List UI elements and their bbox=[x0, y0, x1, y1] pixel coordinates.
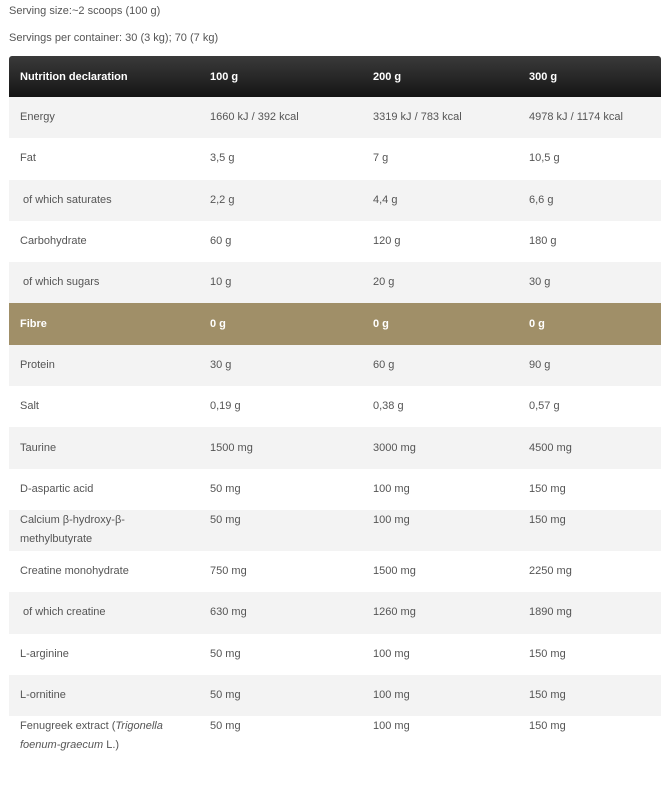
value-200g: 0 g bbox=[373, 317, 389, 330]
table-row bbox=[9, 675, 661, 716]
value-200g: 7 g bbox=[373, 152, 389, 165]
table-header-row bbox=[9, 56, 661, 97]
servings-per-container-text: Servings per container: 30 (3 kg); 70 (7 kg) bbox=[9, 32, 219, 44]
table-row bbox=[9, 592, 661, 633]
table-row bbox=[9, 427, 661, 468]
nutrition-table bbox=[9, 56, 661, 757]
header-nutrition-declaration: Nutrition declaration bbox=[20, 70, 128, 83]
row-label: L-arginine bbox=[20, 647, 69, 660]
value-100g: 10 g bbox=[210, 276, 232, 289]
value-100g: 1660 kJ / 392 kcal bbox=[210, 111, 299, 124]
value-100g: 30 g bbox=[210, 358, 232, 371]
table-row bbox=[9, 386, 661, 427]
value-300g: 4500 mg bbox=[529, 441, 572, 454]
value-100g: 50 mg bbox=[210, 689, 241, 701]
value-200g: 100 mg bbox=[373, 689, 410, 701]
row-label: Creatine monohydrate bbox=[20, 565, 129, 578]
value-200g: 3000 mg bbox=[373, 441, 416, 454]
value-300g: 150 mg bbox=[529, 482, 566, 495]
value-300g: 10,5 g bbox=[529, 152, 560, 165]
value-100g: 0 g bbox=[210, 317, 226, 330]
serving-size-text: Serving size:~2 scoops (100 g) bbox=[9, 5, 161, 17]
table-row bbox=[9, 180, 661, 221]
value-200g: 4,4 g bbox=[373, 193, 398, 206]
row-label-italic-genus: Trigonella bbox=[115, 720, 163, 733]
table-row-highlighted bbox=[9, 303, 661, 344]
value-300g: 0,57 g bbox=[529, 400, 560, 413]
value-100g: 630 mg bbox=[210, 606, 247, 619]
row-label: Salt bbox=[20, 400, 39, 413]
value-300g: 2250 mg bbox=[529, 565, 572, 578]
value-200g: 100 mg bbox=[373, 482, 410, 495]
row-label-pre: Fenugreek extract ( bbox=[20, 720, 116, 733]
value-200g: 1500 mg bbox=[373, 565, 416, 578]
row-label-italic-species: foenum-graecum bbox=[20, 739, 104, 752]
row-label: Carbohydrate bbox=[20, 235, 87, 248]
row-label: Energy bbox=[20, 111, 55, 124]
value-100g: 50 mg bbox=[210, 720, 241, 733]
value-200g: 100 mg bbox=[373, 647, 410, 660]
value-100g: 750 mg bbox=[210, 565, 247, 578]
row-label bbox=[9, 716, 199, 757]
value-100g: 1500 mg bbox=[210, 441, 253, 454]
table-row bbox=[9, 716, 661, 757]
table-row bbox=[9, 634, 661, 675]
row-label: D-aspartic acid bbox=[20, 482, 94, 495]
value-100g: 2,2 g bbox=[210, 193, 235, 206]
row-label-line2: methylbutyrate bbox=[20, 532, 93, 545]
table-row bbox=[9, 510, 661, 551]
value-100g: 50 mg bbox=[210, 647, 241, 660]
value-100g: 50 mg bbox=[210, 482, 241, 495]
value-200g: 100 mg bbox=[373, 720, 410, 733]
row-label: Fibre bbox=[20, 317, 47, 330]
table-row bbox=[9, 345, 661, 386]
table-row bbox=[9, 221, 661, 262]
value-300g: 90 g bbox=[529, 358, 551, 371]
value-300g: 30 g bbox=[529, 276, 551, 289]
table-row bbox=[9, 469, 661, 510]
header-200g: 200 g bbox=[373, 70, 402, 83]
value-300g: 1890 mg bbox=[529, 606, 572, 619]
value-300g: 150 mg bbox=[529, 647, 566, 660]
value-200g: 3319 kJ / 783 kcal bbox=[373, 111, 462, 124]
row-label: of which sugars bbox=[23, 276, 100, 289]
value-300g: 180 g bbox=[529, 235, 557, 248]
value-300g: 6,6 g bbox=[529, 193, 554, 206]
value-300g: 150 mg bbox=[529, 689, 566, 701]
row-label bbox=[9, 510, 199, 551]
row-label: Taurine bbox=[20, 441, 57, 454]
value-300g: 4978 kJ / 1174 kcal bbox=[529, 111, 623, 124]
value-200g: 100 mg bbox=[373, 513, 410, 526]
value-200g: 0,38 g bbox=[373, 400, 404, 413]
value-300g: 0 g bbox=[529, 317, 545, 330]
value-100g: 0,19 g bbox=[210, 400, 241, 413]
value-200g: 20 g bbox=[373, 276, 395, 289]
header-100g: 100 g bbox=[210, 70, 239, 83]
table-row bbox=[9, 138, 661, 179]
row-label-post: L.) bbox=[103, 739, 120, 752]
value-300g: 150 mg bbox=[529, 720, 566, 733]
row-label: L-ornitine bbox=[20, 689, 66, 701]
value-200g: 120 g bbox=[373, 235, 401, 248]
header-300g: 300 g bbox=[529, 70, 558, 83]
value-100g: 3,5 g bbox=[210, 152, 235, 165]
value-100g: 50 mg bbox=[210, 513, 241, 526]
row-label: of which creatine bbox=[23, 606, 106, 619]
value-200g: 1260 mg bbox=[373, 606, 416, 619]
table-row bbox=[9, 97, 661, 138]
value-200g: 60 g bbox=[373, 358, 395, 371]
row-label: of which saturates bbox=[23, 193, 112, 206]
value-300g: 150 mg bbox=[529, 513, 566, 526]
nutrition-table-container bbox=[9, 56, 661, 757]
table-row bbox=[9, 262, 661, 303]
row-label: Protein bbox=[20, 358, 55, 371]
table-row bbox=[9, 551, 661, 592]
value-100g: 60 g bbox=[210, 235, 232, 248]
row-label: Fat bbox=[20, 152, 36, 165]
row-label-line1: Calcium β-hydroxy-β- bbox=[20, 513, 125, 526]
